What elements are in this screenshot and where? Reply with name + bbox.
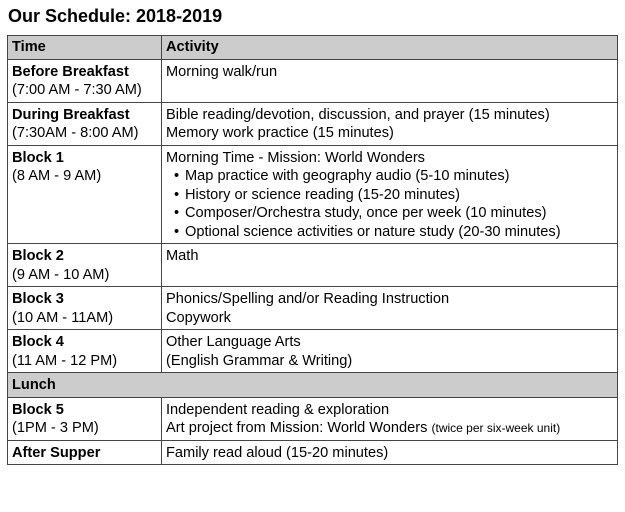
bullet-text: Map practice with geography audio (5-10 minutes) — [185, 168, 510, 184]
activity-line: Morning walk/run — [166, 63, 278, 80]
block-name: During Breakfast — [12, 106, 130, 123]
activity-cell — [162, 440, 618, 465]
bullet-item — [166, 223, 613, 242]
activity-line — [166, 419, 613, 438]
bullet-text: History or science reading (15-20 minutes) — [185, 186, 460, 203]
block-name: After Supper — [12, 444, 101, 461]
table-row-before-breakfast — [8, 59, 618, 102]
activity-line: Other Language Arts — [166, 334, 301, 350]
activity-cell — [162, 287, 618, 330]
time-cell — [8, 145, 162, 244]
table-row-block-2 — [8, 244, 618, 287]
activity-line: Bible reading/devotion, discussion, and prayer (15 minutes) — [166, 106, 550, 123]
bullet-icon: • — [174, 205, 180, 221]
bullet-item — [166, 167, 613, 186]
activity-line: Math — [166, 248, 199, 264]
lunch-cell: Lunch — [8, 373, 618, 398]
page-title: Our Schedule: 2018-2019 — [8, 6, 223, 26]
block-time: (10 AM - 11AM) — [12, 309, 114, 326]
activity-cell — [162, 397, 618, 440]
block-name: Block 2 — [12, 248, 64, 264]
time-cell — [8, 440, 162, 465]
time-cell — [8, 102, 162, 145]
header-row — [8, 36, 618, 60]
block-time: (11 AM - 12 PM) — [12, 352, 118, 369]
block-time: (7:30AM - 8:00 AM) — [12, 125, 139, 141]
time-cell — [8, 330, 162, 373]
table-row-after-supper — [8, 440, 618, 465]
time-cell — [8, 397, 162, 440]
block-time: (9 AM - 10 AM) — [12, 266, 110, 283]
block-time: (1PM - 3 PM) — [12, 420, 99, 436]
activity-line: (English Grammar & Writing) — [166, 352, 353, 369]
activity-cell — [162, 330, 618, 373]
activity-line: Family read aloud (15-20 minutes) — [166, 444, 389, 461]
bullet-item — [166, 204, 613, 223]
block-time: (8 AM - 9 AM) — [12, 168, 102, 184]
bullet-icon: • — [174, 223, 180, 240]
table-row-lunch — [8, 373, 618, 398]
activity-note: (twice per six-week unit) — [431, 421, 561, 435]
block-name: Block 4 — [12, 334, 64, 350]
block-name: Block 1 — [12, 149, 64, 166]
time-cell — [8, 59, 162, 102]
activity-cell — [162, 145, 618, 244]
time-cell — [8, 244, 162, 287]
block-name: Block 3 — [12, 291, 64, 307]
activity-cell — [162, 59, 618, 102]
block-time: (7:00 AM - 7:30 AM) — [12, 82, 142, 98]
activity-line: Morning Time - Mission: World Wonders — [166, 149, 425, 166]
activity-line: Memory work practice (15 minutes) — [166, 125, 394, 141]
activity-cell — [162, 244, 618, 287]
time-column-header: Time — [8, 36, 162, 60]
activity-cell — [162, 102, 618, 145]
time-cell — [8, 287, 162, 330]
activity-column-header: Activity — [162, 36, 618, 60]
schedule-table — [7, 35, 618, 465]
activity-line: Copywork — [166, 309, 231, 326]
bullet-text: Optional science activities or nature study (20-30 minutes) — [185, 223, 561, 240]
bullet-item — [166, 186, 613, 205]
activity-line: Independent reading & exploration — [166, 401, 390, 418]
table-row-block-1 — [8, 145, 618, 244]
bullet-icon: • — [174, 186, 180, 203]
bullet-text: Composer/Orchestra study, once per week (10 minutes) — [185, 205, 547, 221]
table-row-block-4 — [8, 330, 618, 373]
bullet-icon: • — [174, 168, 180, 184]
activity-text: Art project from Mission: World Wonders — [166, 420, 428, 436]
block-name: Block 5 — [12, 401, 64, 418]
block-name: Before Breakfast — [12, 63, 129, 80]
activity-line: Phonics/Spelling and/or Reading Instruction — [166, 291, 450, 307]
table-row-block-5 — [8, 397, 618, 440]
table-row-during-breakfast — [8, 102, 618, 145]
table-row-block-3 — [8, 287, 618, 330]
